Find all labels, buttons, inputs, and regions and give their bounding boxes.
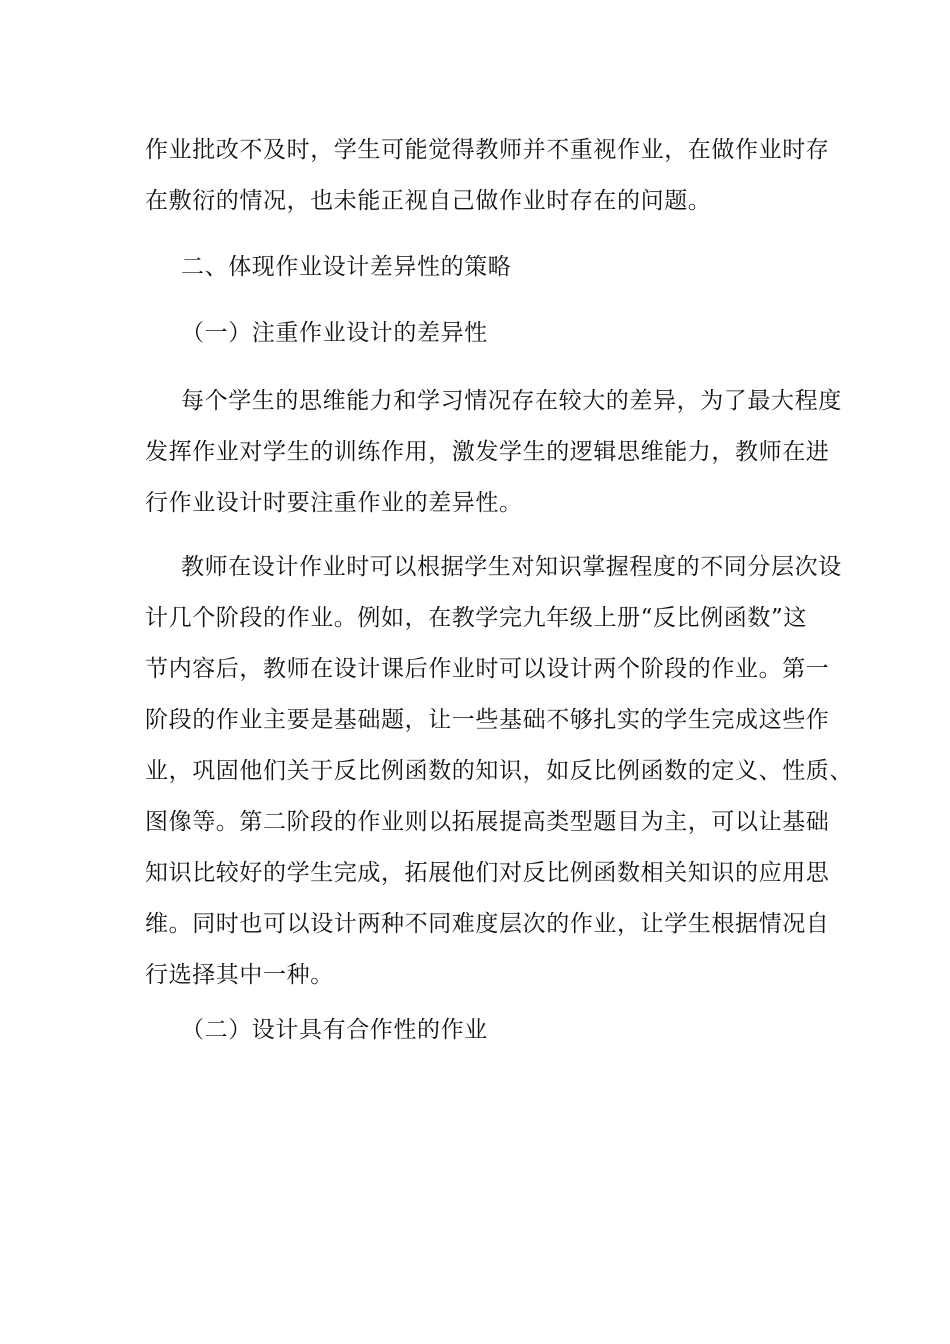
text-line: 节内容后，教师在设计课后作业时可以设计两个阶段的作业。第一 bbox=[145, 656, 830, 682]
text-line: 阶段的作业主要是基础题，让一些基础不够扎实的学生完成这些作 bbox=[145, 707, 830, 733]
text-line: 在敷衍的情况，也未能正视自己做作业时存在的问题。 bbox=[145, 188, 712, 214]
subsection-heading-text: （二）设计具有合作性的作业 bbox=[181, 1017, 488, 1043]
text-line: 维。同时也可以设计两种不同难度层次的作业，让学生根据情况自 bbox=[145, 911, 830, 937]
paragraph-example bbox=[145, 542, 853, 1001]
subsection-heading bbox=[145, 1005, 807, 1056]
text-line: 发挥作业对学生的训练作用，激发学生的逻辑思维能力，教师在进 bbox=[145, 439, 830, 465]
text-line: 教师在设计作业时可以根据学生对知识掌握程度的不同分层次设 bbox=[181, 554, 842, 580]
text-line: 作业批改不及时，学生可能觉得教师并不重视作业，在做作业时存 bbox=[145, 137, 830, 163]
subsection-heading-text: （一）注重作业设计的差异性 bbox=[181, 320, 488, 346]
text-line: 行作业设计时要注重作业的差异性。 bbox=[145, 490, 523, 516]
paragraph-continued bbox=[145, 125, 830, 227]
text-line: 图像等。第二阶段的作业则以拓展提高类型题目为主，可以让基础 bbox=[145, 809, 830, 835]
text-line: 每个学生的思维能力和学习情况存在较大的差异，为了最大程度 bbox=[181, 388, 842, 414]
text-line: 知识比较好的学生完成，拓展他们对反比例函数相关知识的应用思 bbox=[145, 860, 830, 886]
text-line: 行选择其中一种。 bbox=[145, 962, 334, 988]
text-line: 业，巩固他们关于反比例函数的知识，如反比例函数的定义、性质、 bbox=[145, 758, 853, 784]
subsection-heading bbox=[145, 308, 807, 359]
text-line: 计几个阶段的作业。例如，在教学完九年级上册“反比例函数”这 bbox=[145, 605, 807, 631]
paragraph-differences bbox=[145, 376, 842, 529]
section-heading bbox=[145, 242, 807, 293]
section-heading-text: 二、体现作业设计差异性的策略 bbox=[181, 254, 512, 280]
